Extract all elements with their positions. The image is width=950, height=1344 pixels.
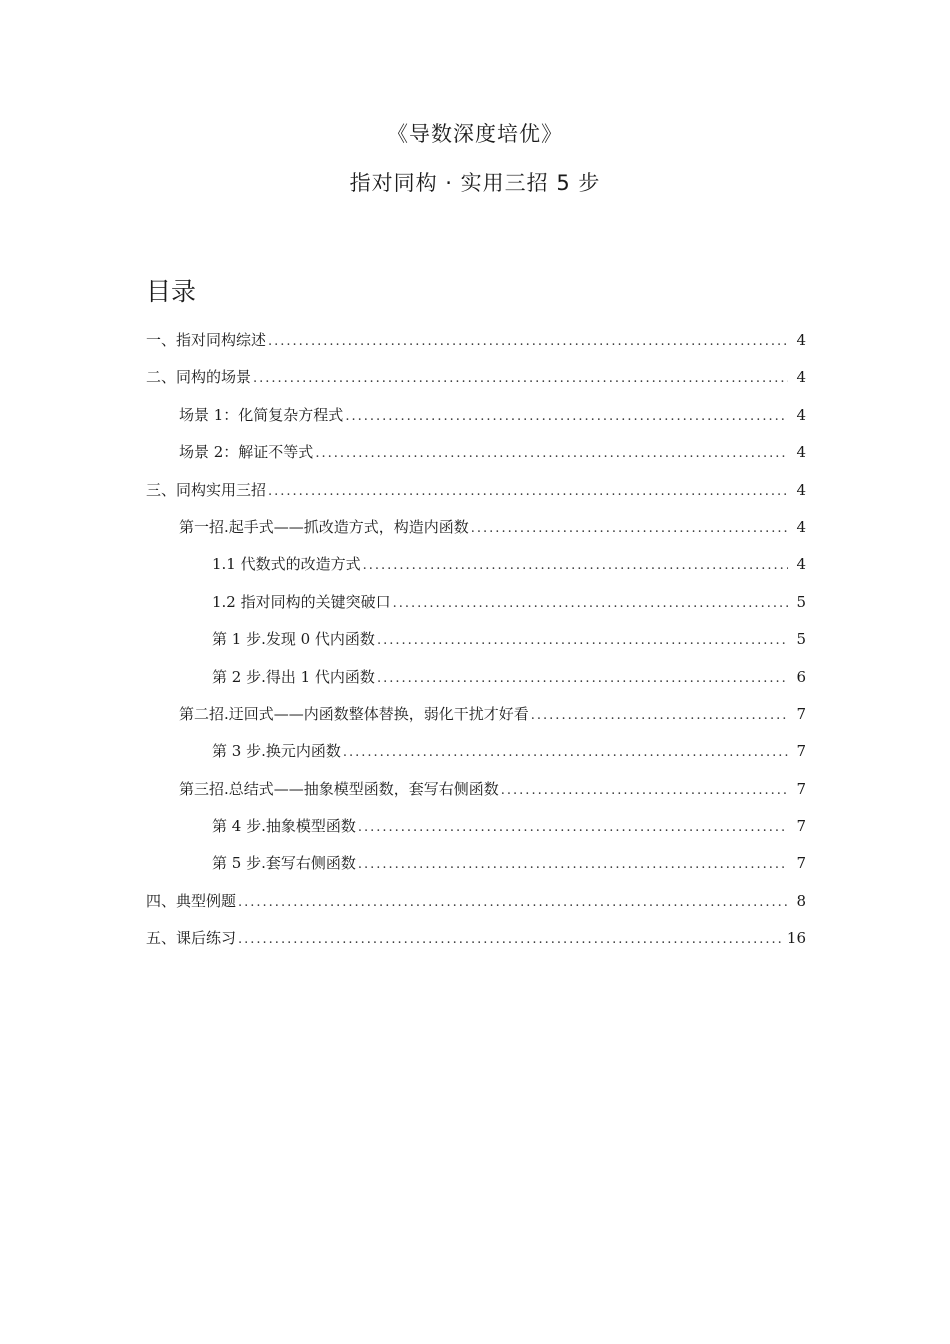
toc-entry-text: 第 1 步.发现 0 代内函数: [212, 630, 375, 649]
toc-leader-dots: [268, 328, 788, 356]
toc-page-number: 5: [796, 630, 806, 649]
toc-entry[interactable]: [146, 513, 806, 550]
toc-page-number: 7: [796, 779, 806, 798]
toc-leader-dots: [343, 739, 788, 767]
toc-entry[interactable]: [146, 438, 806, 475]
toc-entry-text: 第 4 步.抽象模型函数: [212, 817, 356, 836]
toc-leader-dots: [253, 365, 788, 393]
page-title: 《导数深度培优》: [387, 122, 563, 146]
toc-entry[interactable]: [146, 812, 806, 849]
toc-entry-text: 第三招.总结式——抽象模型函数，套写右侧函数: [179, 779, 499, 798]
toc-entry-text: 第 2 步.得出 1 代内函数: [212, 667, 375, 686]
toc-entry-text: 一、指对同构综述: [146, 331, 267, 349]
toc-page-number: 4: [796, 405, 806, 424]
page-subtitle: 指对同构 · 实用三招 5 步: [349, 171, 601, 195]
toc-heading: 目录: [146, 277, 197, 306]
toc-entry-text: 第 5 步.套写右侧函数: [212, 854, 356, 873]
toc-page-number: 7: [796, 704, 806, 723]
toc-entry[interactable]: [146, 625, 806, 662]
toc-page-number: 4: [796, 368, 806, 387]
toc-entry-text: 第二招.迂回式——内函数整体替换，弱化干扰才好看: [179, 704, 529, 723]
table-of-contents: [146, 326, 806, 962]
toc-entry[interactable]: [146, 363, 806, 400]
toc-page-number: 7: [796, 817, 806, 836]
toc-entry[interactable]: [146, 476, 806, 513]
toc-leader-dots: [377, 627, 788, 655]
toc-page-number: 8: [796, 891, 806, 910]
toc-entry[interactable]: [146, 924, 806, 961]
toc-page-number: 4: [796, 480, 806, 499]
toc-entry-text: 1.1 代数式的改造方式: [212, 555, 361, 574]
toc-leader-dots: [238, 889, 788, 917]
toc-leader-dots: [501, 777, 788, 805]
toc-leader-dots: [345, 403, 788, 431]
toc-leader-dots: [531, 702, 788, 730]
toc-entry-text: 四、典型例题: [146, 891, 237, 910]
toc-entry-text: 第一招.起手式——抓改造方式，构造内函数: [179, 517, 469, 536]
toc-entry-text: 1.2 指对同构的关键突破口: [212, 592, 391, 611]
toc-entry-text: 二、同构的场景: [146, 368, 252, 387]
toc-entry-text: 场景 2：解证不等式: [179, 443, 314, 462]
toc-page-number: 4: [796, 517, 806, 536]
toc-entry[interactable]: [146, 737, 806, 774]
toc-page-number: 4: [796, 555, 806, 574]
toc-leader-dots: [268, 478, 788, 506]
toc-entry[interactable]: [146, 887, 806, 924]
toc-leader-dots: [238, 926, 783, 954]
toc-entry[interactable]: [146, 550, 806, 587]
toc-entry-text: 第 3 步.换元内函数: [212, 742, 341, 761]
toc-entry-text: 场景 1：化简复杂方程式: [179, 405, 344, 424]
toc-page-number: 4: [796, 443, 806, 462]
toc-entry[interactable]: [146, 775, 806, 812]
toc-leader-dots: [471, 515, 788, 543]
toc-entry[interactable]: [146, 326, 806, 363]
toc-entry-text: 五、课后练习: [146, 929, 237, 948]
toc-entry[interactable]: [146, 700, 806, 737]
toc-leader-dots: [363, 552, 788, 580]
toc-leader-dots: [358, 814, 788, 842]
toc-leader-dots: [393, 590, 788, 618]
toc-page-number: 16: [786, 929, 806, 948]
toc-entry[interactable]: [146, 849, 806, 886]
toc-entry-text: 三、同构实用三招: [146, 480, 267, 499]
toc-page-number: 6: [796, 667, 806, 686]
toc-leader-dots: [358, 851, 788, 879]
toc-page-number: 5: [796, 592, 806, 611]
toc-page-number: 4: [796, 331, 806, 349]
toc-leader-dots: [315, 440, 788, 468]
toc-page-number: 7: [796, 854, 806, 873]
toc-entry[interactable]: [146, 588, 806, 625]
toc-leader-dots: [377, 665, 788, 693]
toc-entry[interactable]: [146, 401, 806, 438]
toc-entry[interactable]: [146, 663, 806, 700]
toc-page-number: 7: [796, 742, 806, 761]
